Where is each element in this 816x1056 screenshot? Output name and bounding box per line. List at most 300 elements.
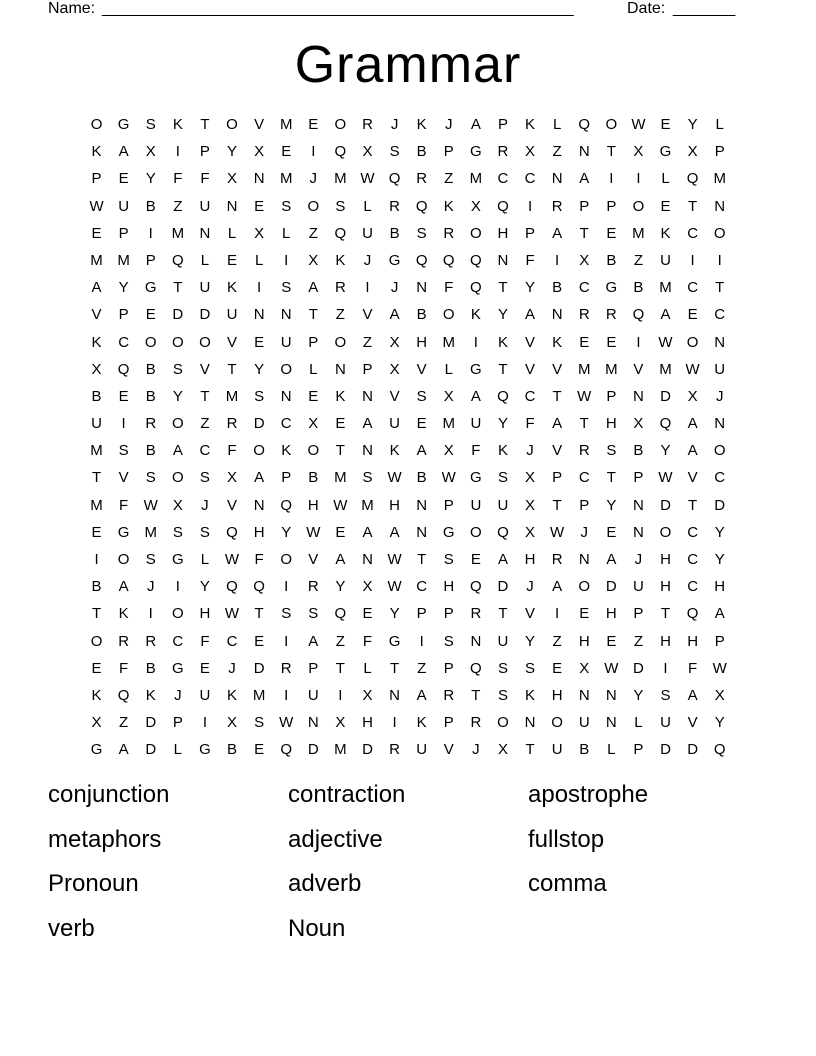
grid-cell[interactable]: N bbox=[633, 387, 644, 405]
grid-cell[interactable]: V bbox=[687, 714, 698, 732]
name-field[interactable]: _____________________________________________________ bbox=[102, 0, 574, 17]
grid-cell[interactable]: L bbox=[552, 116, 562, 133]
grid-cell[interactable]: U bbox=[551, 741, 563, 759]
grid-cell[interactable]: R bbox=[578, 442, 590, 460]
grid-cell[interactable]: G bbox=[388, 632, 401, 650]
grid-cell[interactable]: T bbox=[579, 415, 589, 433]
grid-cell[interactable]: B bbox=[91, 578, 102, 596]
grid-cell[interactable]: N bbox=[199, 224, 211, 242]
grid-cell[interactable]: P bbox=[308, 659, 319, 677]
grid-cell[interactable]: K bbox=[91, 143, 102, 161]
grid-cell[interactable]: T bbox=[606, 143, 616, 161]
grid-cell[interactable]: Z bbox=[173, 197, 183, 215]
grid-cell[interactable]: M bbox=[469, 170, 483, 188]
grid-cell[interactable]: G bbox=[117, 116, 130, 133]
grid-cell[interactable]: A bbox=[497, 551, 508, 568]
grid-cell[interactable]: L bbox=[254, 251, 264, 269]
grid-cell[interactable]: Z bbox=[444, 170, 454, 188]
grid-cell[interactable]: X bbox=[579, 659, 590, 677]
grid-cell[interactable]: H bbox=[362, 714, 373, 732]
grid-cell[interactable]: Q bbox=[470, 279, 482, 297]
grid-cell[interactable]: N bbox=[633, 496, 644, 514]
grid-cell[interactable]: N bbox=[605, 686, 617, 704]
grid-cell[interactable]: M bbox=[90, 496, 103, 514]
grid-cell[interactable]: B bbox=[91, 387, 102, 405]
grid-cell[interactable]: S bbox=[335, 197, 346, 215]
grid-cell[interactable]: C bbox=[714, 306, 726, 324]
grid-cell[interactable]: P bbox=[443, 714, 454, 732]
grid-cell[interactable]: E bbox=[145, 306, 156, 324]
grid-cell[interactable]: E bbox=[606, 224, 617, 242]
grid-cell[interactable]: V bbox=[254, 116, 265, 133]
grid-cell[interactable]: I bbox=[121, 415, 126, 433]
grid-cell[interactable]: N bbox=[253, 306, 265, 324]
grid-cell[interactable]: Q bbox=[280, 741, 293, 759]
grid-cell[interactable]: N bbox=[334, 360, 346, 378]
grid-cell[interactable]: T bbox=[200, 387, 210, 405]
grid-cell[interactable]: D bbox=[307, 741, 319, 759]
grid-cell[interactable]: K bbox=[389, 442, 400, 460]
grid-cell[interactable]: A bbox=[660, 306, 671, 324]
grid-cell[interactable]: D bbox=[253, 659, 265, 677]
grid-cell[interactable]: E bbox=[606, 333, 617, 351]
grid-cell[interactable]: X bbox=[687, 387, 698, 405]
grid-cell[interactable]: O bbox=[632, 197, 645, 215]
grid-cell[interactable]: I bbox=[284, 251, 289, 269]
grid-cell[interactable]: T bbox=[254, 605, 264, 623]
grid-cell[interactable]: E bbox=[362, 605, 373, 623]
grid-cell[interactable]: H bbox=[551, 686, 563, 704]
grid-cell[interactable]: P bbox=[199, 143, 210, 161]
grid-cell[interactable]: U bbox=[199, 197, 211, 215]
grid-cell[interactable]: W bbox=[387, 551, 402, 568]
grid-cell[interactable]: P bbox=[281, 469, 292, 487]
grid-cell[interactable]: T bbox=[660, 605, 671, 623]
grid-cell[interactable]: F bbox=[525, 415, 535, 433]
grid-cell[interactable]: C bbox=[578, 469, 590, 487]
grid-cell[interactable]: U bbox=[660, 714, 671, 732]
grid-cell[interactable]: Y bbox=[335, 578, 346, 596]
grid-cell[interactable]: C bbox=[687, 279, 699, 297]
grid-cell[interactable]: W bbox=[631, 116, 646, 133]
grid-cell[interactable]: P bbox=[579, 496, 590, 514]
grid-cell[interactable]: P bbox=[145, 251, 156, 269]
grid-cell[interactable]: I bbox=[202, 714, 207, 732]
grid-cell[interactable]: C bbox=[687, 551, 699, 568]
grid-cell[interactable]: Q bbox=[334, 143, 347, 161]
grid-cell[interactable]: E bbox=[606, 523, 617, 541]
grid-cell[interactable]: E bbox=[606, 632, 617, 650]
grid-cell[interactable]: I bbox=[636, 170, 641, 188]
grid-cell[interactable]: X bbox=[227, 170, 238, 188]
grid-cell[interactable]: X bbox=[389, 333, 400, 351]
grid-cell[interactable]: Z bbox=[200, 415, 210, 433]
grid-cell[interactable]: C bbox=[578, 279, 590, 297]
grid-cell[interactable]: S bbox=[254, 714, 265, 732]
grid-cell[interactable]: G bbox=[388, 251, 401, 269]
grid-cell[interactable]: I bbox=[148, 605, 153, 623]
grid-cell[interactable]: Q bbox=[415, 197, 428, 215]
grid-cell[interactable]: T bbox=[552, 387, 562, 405]
grid-cell[interactable]: F bbox=[471, 442, 481, 460]
grid-cell[interactable]: S bbox=[497, 686, 508, 704]
grid-cell[interactable]: N bbox=[714, 333, 726, 351]
grid-cell[interactable]: Y bbox=[389, 605, 400, 623]
grid-cell[interactable]: G bbox=[470, 469, 482, 487]
grid-cell[interactable]: A bbox=[579, 170, 590, 188]
grid-cell[interactable]: U bbox=[307, 686, 319, 704]
grid-cell[interactable]: K bbox=[227, 279, 238, 297]
grid-cell[interactable]: D bbox=[497, 578, 509, 596]
grid-cell[interactable]: F bbox=[525, 251, 535, 269]
grid-cell[interactable]: Q bbox=[226, 578, 238, 596]
grid-cell[interactable]: E bbox=[254, 333, 265, 351]
grid-cell[interactable]: Z bbox=[308, 224, 318, 242]
grid-cell[interactable]: J bbox=[472, 741, 480, 759]
grid-cell[interactable]: J bbox=[580, 523, 588, 541]
grid-cell[interactable]: P bbox=[714, 143, 725, 161]
grid-cell[interactable]: J bbox=[201, 496, 209, 514]
grid-cell[interactable]: X bbox=[525, 469, 536, 487]
grid-cell[interactable]: Q bbox=[253, 578, 265, 596]
grid-cell[interactable]: S bbox=[389, 143, 400, 161]
grid-cell[interactable]: Y bbox=[118, 279, 129, 297]
grid-cell[interactable]: R bbox=[334, 279, 346, 297]
grid-cell[interactable]: H bbox=[524, 551, 536, 568]
grid-cell[interactable]: B bbox=[308, 469, 319, 487]
grid-cell[interactable]: S bbox=[660, 686, 671, 704]
grid-cell[interactable]: P bbox=[443, 659, 454, 677]
grid-cell[interactable]: Z bbox=[552, 143, 562, 161]
grid-cell[interactable]: D bbox=[145, 714, 157, 732]
grid-cell[interactable]: S bbox=[606, 442, 617, 460]
grid-cell[interactable]: O bbox=[226, 116, 238, 133]
grid-cell[interactable]: D bbox=[362, 741, 373, 759]
grid-cell[interactable]: X bbox=[443, 387, 454, 405]
grid-cell[interactable]: J bbox=[634, 551, 643, 568]
grid-cell[interactable]: R bbox=[578, 306, 590, 324]
grid-cell[interactable]: N bbox=[307, 714, 319, 732]
grid-cell[interactable]: I bbox=[338, 686, 343, 704]
grid-cell[interactable]: X bbox=[91, 714, 102, 732]
grid-cell[interactable]: C bbox=[226, 632, 238, 650]
grid-cell[interactable]: Y bbox=[227, 143, 238, 161]
grid-cell[interactable]: E bbox=[254, 632, 265, 650]
grid-cell[interactable]: M bbox=[279, 116, 293, 133]
grid-cell[interactable]: E bbox=[687, 306, 698, 324]
grid-cell[interactable]: Z bbox=[552, 632, 562, 650]
grid-cell[interactable]: P bbox=[416, 605, 427, 623]
grid-cell[interactable]: S bbox=[199, 469, 210, 487]
grid-cell[interactable]: C bbox=[687, 224, 699, 242]
grid-cell[interactable]: S bbox=[416, 224, 427, 242]
grid-cell[interactable]: U bbox=[226, 306, 238, 324]
grid-cell[interactable]: G bbox=[470, 360, 482, 378]
grid-cell[interactable]: W bbox=[658, 333, 673, 351]
grid-cell[interactable]: W bbox=[224, 605, 240, 623]
grid-cell[interactable]: S bbox=[145, 116, 156, 133]
grid-cell[interactable]: N bbox=[416, 279, 428, 297]
grid-cell[interactable]: K bbox=[470, 306, 481, 324]
grid-cell[interactable]: O bbox=[280, 360, 293, 378]
grid-cell[interactable]: I bbox=[284, 686, 289, 704]
grid-cell[interactable]: C bbox=[118, 333, 130, 351]
grid-cell[interactable]: I bbox=[284, 578, 289, 596]
grid-cell[interactable]: O bbox=[307, 442, 320, 460]
grid-cell[interactable]: V bbox=[443, 741, 454, 759]
grid-cell[interactable]: O bbox=[470, 224, 482, 242]
grid-cell[interactable]: O bbox=[605, 116, 618, 133]
grid-cell[interactable]: M bbox=[442, 415, 456, 433]
grid-cell[interactable]: F bbox=[254, 551, 264, 568]
grid-cell[interactable]: R bbox=[145, 415, 157, 433]
grid-cell[interactable]: Y bbox=[714, 523, 725, 541]
grid-cell[interactable]: U bbox=[118, 197, 130, 215]
grid-cell[interactable]: U bbox=[470, 415, 482, 433]
grid-cell[interactable]: Z bbox=[335, 306, 345, 324]
grid-cell[interactable]: J bbox=[146, 578, 155, 596]
grid-cell[interactable]: B bbox=[145, 360, 156, 378]
grid-cell[interactable]: Q bbox=[497, 523, 509, 541]
grid-cell[interactable]: N bbox=[497, 251, 509, 269]
grid-cell[interactable]: X bbox=[470, 197, 481, 215]
grid-cell[interactable]: H bbox=[578, 632, 590, 650]
grid-cell[interactable]: Q bbox=[415, 251, 428, 269]
grid-cell[interactable]: P bbox=[118, 306, 129, 324]
grid-cell[interactable]: O bbox=[90, 632, 103, 650]
grid-cell[interactable]: A bbox=[687, 415, 698, 433]
grid-cell[interactable]: U bbox=[416, 741, 428, 759]
grid-cell[interactable]: M bbox=[252, 686, 266, 704]
grid-cell[interactable]: U bbox=[497, 496, 509, 514]
grid-cell[interactable]: T bbox=[498, 605, 508, 623]
grid-cell[interactable]: C bbox=[416, 578, 428, 596]
grid-cell[interactable]: W bbox=[441, 469, 456, 487]
grid-cell[interactable]: A bbox=[552, 415, 563, 433]
grid-cell[interactable]: U bbox=[280, 333, 292, 351]
grid-cell[interactable]: U bbox=[470, 496, 482, 514]
grid-cell[interactable]: J bbox=[526, 578, 534, 596]
grid-cell[interactable]: D bbox=[172, 306, 184, 324]
grid-cell[interactable]: S bbox=[443, 551, 454, 568]
grid-cell[interactable]: P bbox=[118, 224, 129, 242]
grid-cell[interactable]: X bbox=[687, 143, 698, 161]
grid-cell[interactable]: Y bbox=[497, 415, 508, 433]
grid-cell[interactable]: A bbox=[687, 686, 698, 704]
grid-cell[interactable]: R bbox=[470, 605, 482, 623]
grid-cell[interactable]: X bbox=[633, 143, 644, 161]
grid-cell[interactable]: B bbox=[633, 442, 644, 460]
grid-cell[interactable]: V bbox=[525, 360, 536, 378]
grid-cell[interactable]: D bbox=[253, 415, 265, 433]
grid-cell[interactable]: V bbox=[227, 496, 238, 514]
grid-cell[interactable]: L bbox=[200, 251, 210, 269]
grid-cell[interactable]: K bbox=[525, 116, 536, 133]
grid-cell[interactable]: F bbox=[119, 496, 129, 514]
grid-cell[interactable]: O bbox=[470, 523, 482, 541]
grid-cell[interactable]: S bbox=[254, 387, 265, 405]
grid-cell[interactable]: M bbox=[713, 170, 726, 188]
grid-cell[interactable]: A bbox=[118, 741, 129, 759]
grid-cell[interactable]: E bbox=[254, 197, 265, 215]
grid-cell[interactable]: J bbox=[445, 116, 453, 133]
grid-cell[interactable]: V bbox=[308, 551, 319, 568]
grid-cell[interactable]: K bbox=[145, 686, 156, 704]
grid-cell[interactable]: O bbox=[199, 333, 211, 351]
grid-cell[interactable]: S bbox=[416, 387, 427, 405]
grid-cell[interactable]: Y bbox=[660, 442, 671, 460]
grid-cell[interactable]: T bbox=[552, 496, 562, 514]
grid-cell[interactable]: B bbox=[416, 469, 427, 487]
grid-cell[interactable]: D bbox=[145, 741, 157, 759]
grid-cell[interactable]: C bbox=[199, 442, 211, 460]
grid-cell[interactable]: S bbox=[497, 659, 508, 677]
grid-cell[interactable]: N bbox=[253, 496, 265, 514]
grid-cell[interactable]: C bbox=[524, 170, 536, 188]
grid-cell[interactable]: M bbox=[334, 170, 347, 188]
grid-cell[interactable]: K bbox=[443, 197, 454, 215]
grid-cell[interactable]: P bbox=[362, 360, 373, 378]
grid-cell[interactable]: S bbox=[199, 523, 210, 541]
grid-cell[interactable]: M bbox=[90, 442, 103, 460]
grid-cell[interactable]: W bbox=[577, 387, 592, 405]
grid-cell[interactable]: U bbox=[578, 714, 590, 732]
grid-cell[interactable]: X bbox=[362, 143, 373, 161]
grid-cell[interactable]: R bbox=[443, 686, 455, 704]
grid-cell[interactable]: N bbox=[551, 170, 563, 188]
grid-cell[interactable]: T bbox=[471, 686, 481, 704]
grid-cell[interactable]: J bbox=[363, 251, 372, 269]
grid-cell[interactable]: I bbox=[717, 251, 722, 269]
grid-cell[interactable]: E bbox=[199, 659, 210, 677]
grid-cell[interactable]: O bbox=[686, 333, 699, 351]
grid-cell[interactable]: Q bbox=[686, 605, 699, 623]
grid-cell[interactable]: L bbox=[607, 741, 616, 759]
grid-cell[interactable]: W bbox=[685, 360, 700, 378]
grid-cell[interactable]: V bbox=[633, 360, 644, 378]
grid-cell[interactable]: M bbox=[659, 279, 672, 297]
grid-cell[interactable]: N bbox=[470, 632, 482, 650]
grid-cell[interactable]: Q bbox=[470, 659, 482, 677]
grid-cell[interactable]: N bbox=[226, 197, 238, 215]
grid-cell[interactable]: O bbox=[713, 224, 726, 242]
grid-cell[interactable]: X bbox=[254, 143, 265, 161]
grid-cell[interactable]: E bbox=[552, 659, 563, 677]
grid-cell[interactable]: P bbox=[606, 387, 617, 405]
grid-cell[interactable]: N bbox=[416, 496, 428, 514]
grid-cell[interactable]: W bbox=[550, 523, 565, 541]
grid-cell[interactable]: Z bbox=[417, 659, 427, 677]
grid-cell[interactable]: T bbox=[498, 360, 508, 378]
grid-cell[interactable]: C bbox=[280, 415, 292, 433]
grid-cell[interactable]: M bbox=[361, 496, 374, 514]
grid-cell[interactable]: B bbox=[145, 442, 156, 460]
grid-cell[interactable]: D bbox=[687, 741, 699, 759]
grid-cell[interactable]: G bbox=[659, 143, 672, 161]
grid-cell[interactable]: O bbox=[171, 333, 184, 351]
grid-cell[interactable]: C bbox=[687, 523, 699, 541]
grid-cell[interactable]: H bbox=[660, 632, 671, 650]
grid-cell[interactable]: Q bbox=[632, 306, 645, 324]
grid-cell[interactable]: N bbox=[605, 714, 617, 732]
grid-cell[interactable]: H bbox=[416, 333, 428, 351]
grid-cell[interactable]: K bbox=[416, 714, 427, 732]
grid-cell[interactable]: J bbox=[228, 659, 236, 677]
grid-cell[interactable]: F bbox=[200, 170, 210, 188]
grid-cell[interactable]: V bbox=[416, 360, 427, 378]
grid-cell[interactable]: R bbox=[389, 741, 400, 759]
grid-cell[interactable]: I bbox=[663, 659, 668, 677]
grid-cell[interactable]: W bbox=[333, 496, 348, 514]
grid-cell[interactable]: O bbox=[659, 523, 672, 541]
grid-cell[interactable]: H bbox=[443, 578, 455, 596]
grid-cell[interactable]: T bbox=[525, 741, 535, 759]
grid-cell[interactable]: X bbox=[714, 686, 725, 704]
grid-cell[interactable]: V bbox=[525, 605, 536, 623]
grid-cell[interactable]: S bbox=[145, 469, 156, 487]
grid-cell[interactable]: N bbox=[416, 523, 428, 541]
grid-cell[interactable]: R bbox=[605, 306, 617, 324]
grid-cell[interactable]: M bbox=[171, 224, 185, 242]
grid-cell[interactable]: G bbox=[171, 659, 184, 677]
grid-cell[interactable]: V bbox=[227, 333, 238, 351]
grid-cell[interactable]: H bbox=[307, 496, 319, 514]
grid-cell[interactable]: H bbox=[389, 496, 400, 514]
grid-cell[interactable]: W bbox=[89, 197, 104, 215]
grid-cell[interactable]: F bbox=[444, 279, 454, 297]
grid-cell[interactable]: Q bbox=[497, 197, 509, 215]
grid-cell[interactable]: L bbox=[200, 551, 210, 568]
grid-cell[interactable]: A bbox=[362, 415, 373, 433]
grid-cell[interactable]: T bbox=[335, 659, 345, 677]
grid-cell[interactable]: Y bbox=[714, 551, 725, 568]
grid-cell[interactable]: O bbox=[334, 116, 347, 133]
grid-cell[interactable]: K bbox=[497, 442, 508, 460]
grid-cell[interactable]: V bbox=[525, 333, 536, 351]
grid-cell[interactable]: F bbox=[119, 659, 129, 677]
grid-cell[interactable]: B bbox=[145, 387, 156, 405]
grid-cell[interactable]: B bbox=[552, 279, 563, 297]
grid-cell[interactable]: X bbox=[254, 224, 265, 242]
grid-cell[interactable]: T bbox=[715, 279, 725, 297]
grid-cell[interactable]: S bbox=[172, 523, 183, 541]
grid-cell[interactable]: Q bbox=[713, 741, 726, 759]
grid-cell[interactable]: R bbox=[416, 170, 428, 188]
grid-cell[interactable]: S bbox=[362, 469, 373, 487]
grid-cell[interactable]: M bbox=[577, 360, 591, 378]
grid-cell[interactable]: P bbox=[714, 632, 725, 650]
grid-cell[interactable]: L bbox=[309, 360, 318, 378]
grid-cell[interactable]: O bbox=[90, 116, 103, 133]
grid-cell[interactable]: R bbox=[280, 659, 292, 677]
grid-cell[interactable]: B bbox=[416, 306, 427, 324]
grid-cell[interactable]: M bbox=[225, 387, 239, 405]
grid-cell[interactable]: N bbox=[362, 442, 373, 460]
grid-cell[interactable]: E bbox=[470, 551, 481, 568]
grid-cell[interactable]: I bbox=[527, 197, 533, 215]
grid-cell[interactable]: K bbox=[227, 686, 238, 704]
grid-cell[interactable]: B bbox=[145, 197, 156, 215]
grid-cell[interactable]: L bbox=[634, 714, 643, 732]
grid-cell[interactable]: L bbox=[444, 360, 453, 378]
grid-cell[interactable]: L bbox=[173, 741, 182, 759]
grid-cell[interactable]: X bbox=[443, 442, 454, 460]
grid-cell[interactable]: X bbox=[91, 360, 102, 378]
grid-cell[interactable]: A bbox=[552, 578, 563, 596]
grid-cell[interactable]: A bbox=[118, 143, 129, 161]
grid-cell[interactable]: Q bbox=[388, 170, 401, 188]
grid-cell[interactable]: A bbox=[687, 442, 698, 460]
